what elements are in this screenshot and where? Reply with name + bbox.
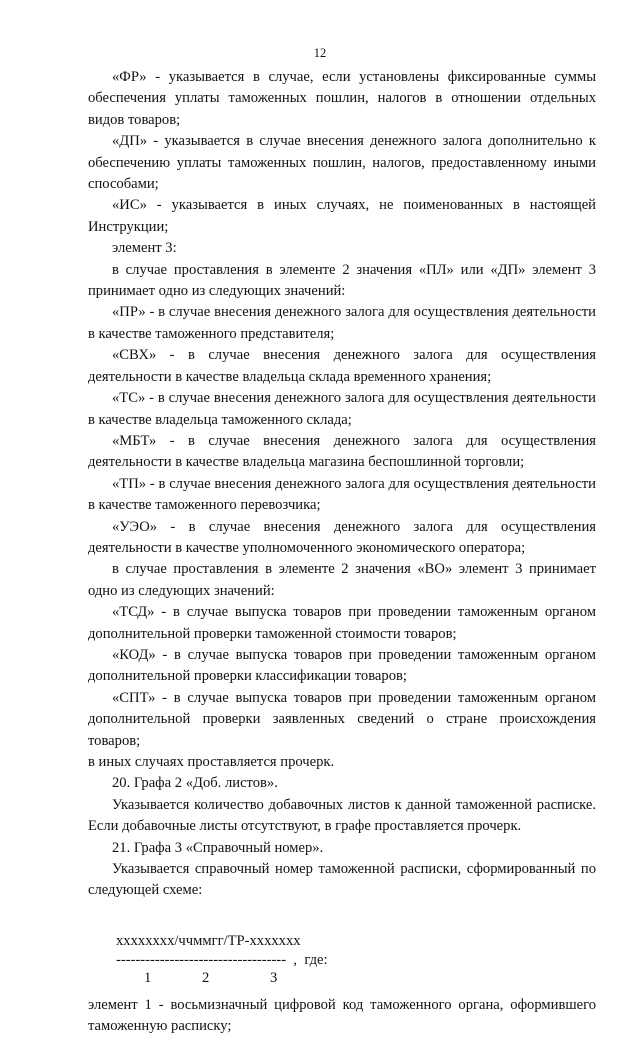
paragraph: элемент 3: [112,240,177,257]
paragraph: в случае проставления в элементе 2 значения «ВО» элемент 3 принимает одно из следующих значений: [88,561,596,599]
paragraph: «ТС» - в случае внесения денежного залога для осуществления деятельности в качестве владельца таможенного склада; [88,390,596,428]
paragraph: «ТСД» - в случае выпуска товаров при проведении таможенным органом дополнительной проверки таможенной стоимости товаров; [88,604,596,642]
paragraph: «ФР» - указывается в случае, если установлены фиксированные суммы обеспечения уплаты таможенных пошлин, налогов в отношении отдельных видов товаров; [88,69,596,128]
scheme-element-numbers [116,968,596,986]
paragraph: «ИС» - указывается в иных случаях, не поименованных в настоящей Инструкции; [88,197,596,235]
document-body [88,67,596,1038]
paragraph-list [88,67,596,902]
paragraph: «УЭО» - в случае внесения денежного залога для осуществления деятельности в качестве уполномоченного экономического оператора; [88,518,596,556]
tail-paragraph-list [88,995,596,1038]
scheme-number-2: 2 [202,970,210,987]
paragraph: «ДП» - указывается в случае внесения денежного залога дополнительно к обеспечению уплаты таможенных пошлин, налогов, предоставленному иными способами; [88,133,596,193]
reference-number-scheme [88,931,596,993]
scheme-number-3: 3 [270,970,278,987]
paragraph: 21. Графа 3 «Справочный номер». [112,839,324,856]
paragraph: в случае проставления в элементе 2 значения «ПЛ» или «ДП» элемент 3 принимает одно из следующих значений: [88,261,596,300]
scheme-code: xxxxxxxx/ччммгг/ТР-xxxxxxx [116,932,301,949]
paragraph: Указывается количество добавочных листов к данной таможенной расписке. Если добавочные листы отсутствуют, в графе проставляется прочерк. [88,796,596,835]
paragraph: «МБТ» - в случае внесения денежного залога для осуществления деятельности в качестве владельца магазина беспошлинной торговли; [88,432,596,471]
paragraph: «СВХ» - в случае внесения денежного залога для осуществления деятельности в качестве владельца склада временного хранения; [88,347,596,385]
paragraph: 20. Графа 2 «Доб. листов». [112,775,278,792]
paragraph: элемент 1 - восьмизначный цифровой код таможенного органа, оформившего таможенную расписку; [88,996,596,1035]
paragraph: «КОД» - в случае выпуска товаров при проведении таможенным органом дополнительной проверки классификации товаров; [88,646,596,685]
page-number: 12 [313,46,327,60]
paragraph: в иных случаях проставляется прочерк. [88,754,335,770]
paragraph: «ПР» - в случае внесения денежного залога для осуществления деятельности в качестве таможенного представителя; [88,304,596,342]
paragraph: Указывается справочный номер таможенной расписки, сформированный по следующей схеме: [88,861,596,899]
paragraph: «СПТ» - в случае выпуска товаров при проведении таможенным органом дополнительной проверки заявленных сведений о стране происхождения товаров; [88,689,596,749]
scheme-dashes: ----------------------------------- , где: [116,952,328,969]
scheme-number-1: 1 [144,970,152,987]
paragraph: «ТП» - в случае внесения денежного залога для осуществления деятельности в качестве таможенного перевозчика; [88,475,596,514]
